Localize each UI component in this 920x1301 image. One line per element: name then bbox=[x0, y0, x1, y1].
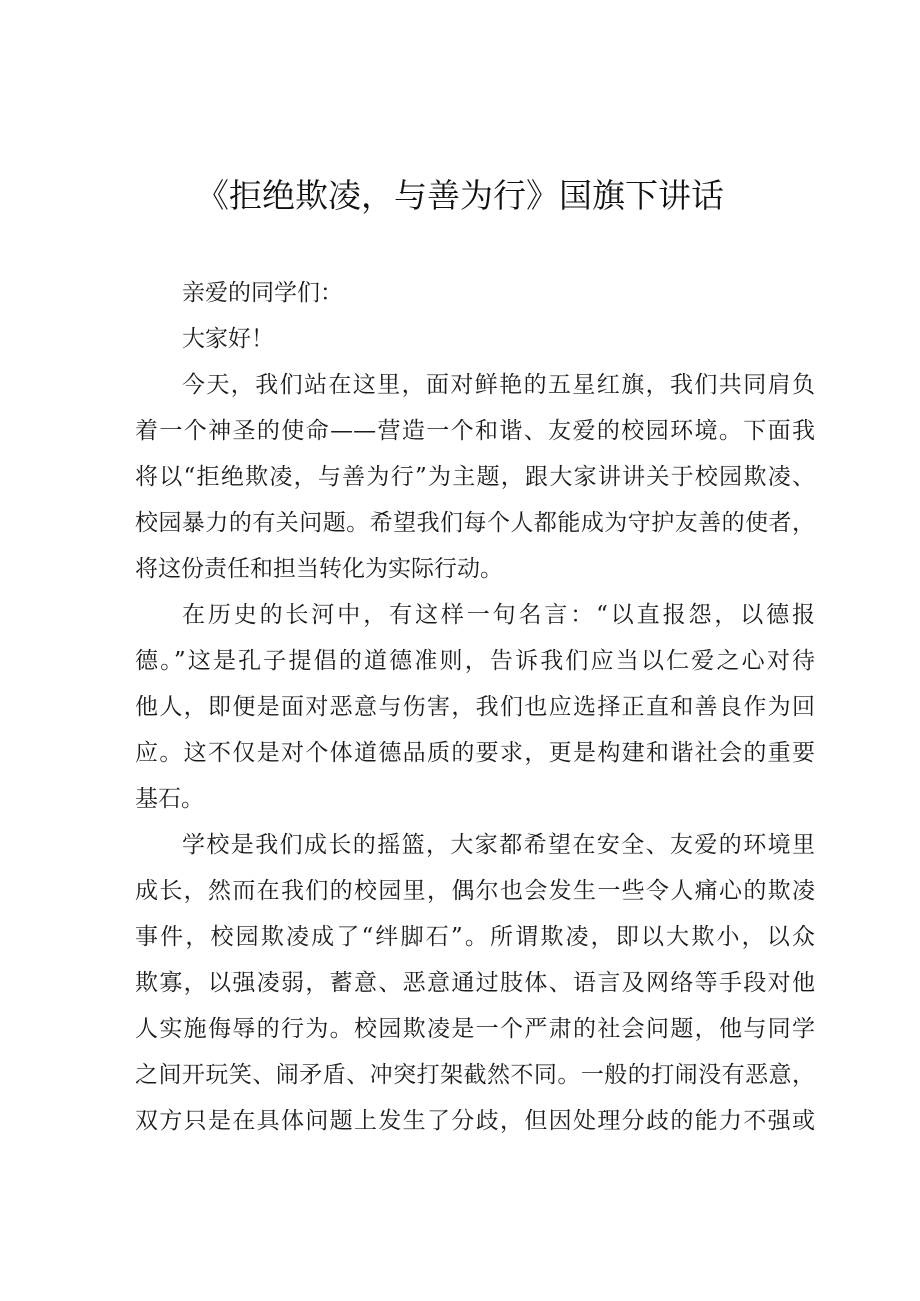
text-line: 校园暴力的有关问题。希望我们每个人都能成为守护友善的使者， bbox=[135, 510, 815, 536]
text-line: 将这份责任和担当转化为实际行动。 bbox=[135, 556, 503, 582]
text-line: 亲爱的同学们： bbox=[182, 280, 343, 306]
text-line: 双方只是在具体问题上发生了分歧，但因处理分歧的能力不强或 bbox=[135, 1108, 815, 1134]
text-line: 将以“拒绝欺凌，与善为行”为主题，跟大家讲讲关于校园欺凌、 bbox=[135, 464, 815, 490]
text-line: 成长，然而在我们的校园里，偶尔也会发生一些令人痛心的欺凌 bbox=[135, 878, 815, 904]
text-line: 在历史的长河中，有这样一句名言：“以直报怨，以德报 bbox=[182, 602, 815, 628]
text-line: 今天，我们站在这里，面对鲜艳的五星红旗，我们共同肩负 bbox=[182, 372, 815, 398]
speech-body bbox=[135, 270, 815, 1144]
text-line: 事件，校园欺凌成了“绊脚石”。所谓欺凌，即以大欺小，以众 bbox=[135, 924, 815, 950]
text-line: 他人，即便是面对恶意与伤害，我们也应选择正直和善良作为回 bbox=[135, 694, 815, 720]
text-line: 之间开玩笑、闹矛盾、冲突打架截然不同。一般的打闹没有恶意， bbox=[135, 1062, 815, 1088]
text-line: 学校是我们成长的摇篮，大家都希望在安全、友爱的环境里 bbox=[182, 832, 815, 858]
text-line: 着一个神圣的使命——营造一个和谐、友爱的校园环境。下面我 bbox=[135, 418, 815, 444]
text-line: 应。这不仅是对个体道德品质的要求，更是构建和谐社会的重要 bbox=[135, 740, 815, 766]
text-line: 欺寡，以强凌弱，蓄意、恶意通过肢体、语言及网络等手段对他 bbox=[135, 970, 815, 996]
text-line: 基石。 bbox=[135, 786, 204, 812]
text-line: 大家好！ bbox=[182, 326, 274, 352]
document-title: 《拒绝欺凌，与善为行》国旗下讲话 bbox=[196, 176, 724, 215]
text-line: 人实施侮辱的行为。校园欺凌是一个严肃的社会问题，他与同学 bbox=[135, 1016, 815, 1042]
text-line: 德。”这是孔子提倡的道德准则，告诉我们应当以仁爱之心对待 bbox=[135, 648, 815, 674]
